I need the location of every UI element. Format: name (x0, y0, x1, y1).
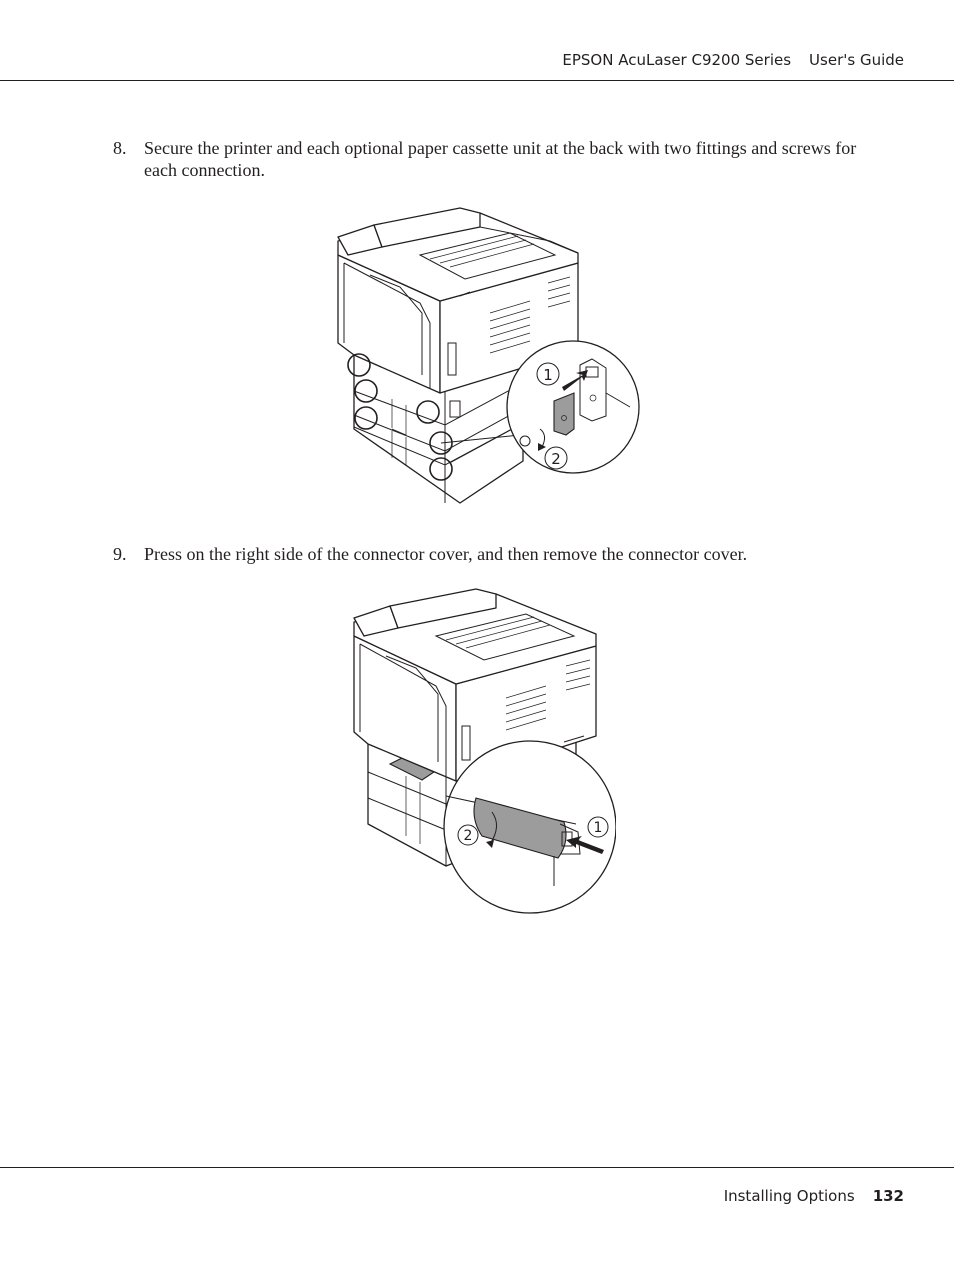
step-number: 8. (113, 138, 127, 158)
page-number: 132 (872, 1187, 904, 1205)
printer-connector-cover-illustration (346, 586, 616, 918)
figure-remove-connector-cover (346, 586, 616, 918)
step-9 (113, 543, 893, 565)
footer-section-title: Installing Options (723, 1187, 855, 1205)
header-rule (0, 80, 954, 81)
footer-rule (0, 1167, 954, 1168)
step-text: Press on the right side of the connector cover, and then remove the connector cover. (144, 544, 748, 564)
header-product-title: EPSON AcuLaser C9200 Series (562, 51, 792, 69)
step-number: 9. (113, 544, 127, 564)
running-footer (724, 1187, 904, 1205)
figure-secure-fittings (330, 203, 642, 513)
fitting-detail-callout (507, 341, 639, 473)
callout-number: 1 (593, 820, 603, 836)
callout-number: 1 (543, 366, 553, 384)
connector-cover-detail-callout (444, 741, 616, 913)
callout-number: 2 (551, 450, 561, 468)
callout-number: 2 (463, 828, 473, 844)
running-header (562, 51, 904, 69)
step-text: Secure the printer and each optional paper cassette unit at the back with two fittings and screws for each connection. (144, 138, 857, 180)
printer-back-fittings-illustration (330, 203, 642, 513)
header-guide-title: User's Guide (809, 51, 904, 69)
step-8 (113, 137, 893, 181)
